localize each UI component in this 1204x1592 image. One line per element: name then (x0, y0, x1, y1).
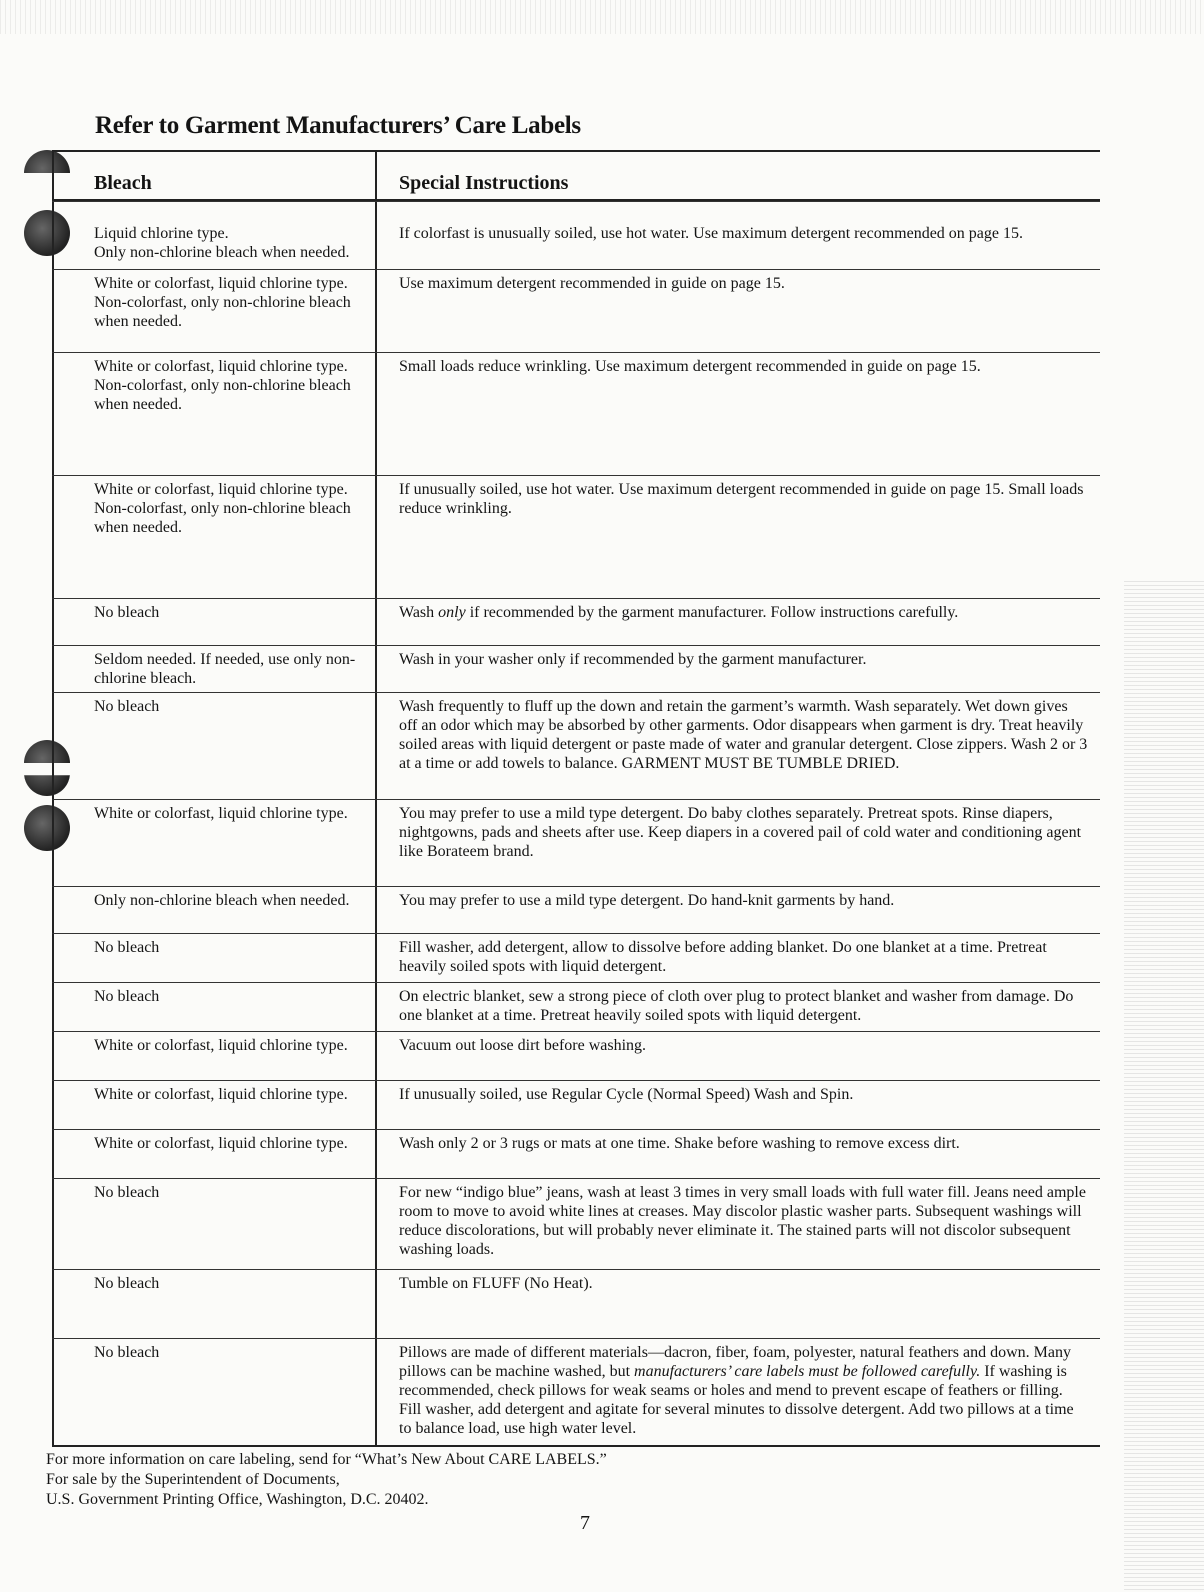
table-row (52, 1080, 1100, 1129)
table-header-row (52, 152, 1100, 201)
special-cell: You may prefer to use a mild type detergent. Do baby clothes separately. Pretreat spots. Rinse diapers, nightgowns, pads and sheets after use. Keep diapers in a covered pail of cold water and conditioning agent like Borateem brand. (399, 805, 1082, 860)
special-cell: For new “indigo blue” jeans, wash at least 3 times in very small loads with full water fill. Jeans need ample room to move to avoid white lines at creases. May discolor plastic washer parts. Subsequent washings will reduce discolorations, but will probably never eliminate it. The stained parts will not discolor subsequent washing loads. (399, 1184, 1086, 1258)
table-row (52, 269, 1100, 352)
special-cell: Fill washer, add detergent, allow to dissolve before adding blanket. Do one blanket at a time. Pretreat heavily soiled spots with liquid detergent. (399, 939, 1047, 975)
special-cell (377, 599, 1100, 645)
special-cell: Wash in your washer only if recommended by the garment manufacturer. (399, 651, 867, 668)
header-special-instructions: Special Instructions (399, 172, 569, 194)
bleach-cell: White or colorfast, liquid chlorine type. (52, 1032, 377, 1080)
bleach-cell: Liquid chlorine type. Only non-chlorine bleach when needed. (52, 202, 377, 269)
care-table (52, 150, 1100, 1447)
special-text: Pillows are made of different materials—dacron, fiber, foam, polyester, natural feathers and down. Many pillows can be machine washed, but (399, 1344, 1071, 1380)
bleach-cell: Seldom needed. If needed, use only non-chlorine bleach. (52, 646, 377, 692)
table-row (52, 1269, 1100, 1338)
footer-line: For sale by the Superintendent of Documents, (46, 1471, 340, 1488)
special-text: Wash (399, 604, 439, 621)
table-row (52, 692, 1100, 799)
table-row (52, 1338, 1100, 1445)
footer-line: U.S. Government Printing Office, Washington, D.C. 20402. (46, 1491, 429, 1508)
table-row (52, 201, 1100, 269)
special-cell: You may prefer to use a mild type detergent. Do hand-knit garments by hand. (399, 892, 895, 909)
table-row (52, 982, 1100, 1031)
header-bleach: Bleach (52, 152, 377, 199)
table-row (52, 645, 1100, 692)
bleach-cell: Only non-chlorine bleach when needed. (52, 887, 377, 933)
bleach-cell: White or colorfast, liquid chlorine type. (52, 800, 377, 886)
bleach-cell: No bleach (52, 693, 377, 799)
bleach-cell: No bleach (52, 1270, 377, 1338)
bleach-cell: No bleach (52, 599, 377, 645)
special-text: if recommended by the garment manufacturer. Follow instructions carefully. (465, 604, 959, 621)
special-cell: Small loads reduce wrinkling. Use maximum detergent recommended in guide on page 15. (399, 358, 981, 375)
bleach-cell: White or colorfast, liquid chlorine type. Non-colorfast, only non-chlorine bleach when needed. (52, 270, 377, 352)
special-cell (377, 1339, 1100, 1445)
table-row (52, 933, 1100, 982)
special-cell: Wash frequently to fluff up the down and retain the garment’s warmth. Wash separately. Wet down gives off an odor which may be absorbed by other garments. Odor disappears when garment is dry. Treat heavily soiled areas with liquid detergent or paste made of water and granular detergent. Close zippers. Wash 2 or 3 at a time or add towels to balance. GARMENT MUST BE TUMBLE DRIED. (399, 698, 1088, 772)
table-row (52, 1031, 1100, 1080)
footer-note (46, 1450, 607, 1510)
bleach-cell: White or colorfast, liquid chlorine type. (52, 1081, 377, 1129)
scan-noise-right (1124, 580, 1204, 1590)
special-cell: On electric blanket, sew a strong piece of cloth over plug to protect blanket and washer from damage. Do one blanket at a time. Pretreat heavily soiled spots with liquid detergent. (399, 988, 1074, 1024)
special-cell: If unusually soiled, use hot water. Use maximum detergent recommended in guide on page 15. Small loads reduce wrinkling. (399, 481, 1084, 517)
bleach-cell: No bleach (52, 1339, 377, 1445)
table-row (52, 475, 1100, 598)
table-row (52, 1178, 1100, 1269)
special-cell: Use maximum detergent recommended in guide on page 15. (399, 275, 785, 292)
special-text: If washing is recommended, check pillows for weak seams or holes and mend to prevent escape of feathers or filling. Fill washer, add detergent and agitate for several minutes to dissolve detergent. Add two pillows at a time to balance load, use high water level. (399, 1363, 1074, 1437)
special-cell: Wash only 2 or 3 rugs or mats at one time. Shake before washing to remove excess dirt. (399, 1135, 960, 1152)
special-cell: Tumble on FLUFF (No Heat). (399, 1275, 593, 1292)
special-cell: If colorfast is unusually soiled, use hot water. Use maximum detergent recommended on page 15. (399, 225, 1023, 242)
bleach-cell: White or colorfast, liquid chlorine type. Non-colorfast, only non-chlorine bleach when needed. (52, 476, 377, 598)
bleach-cell: No bleach (52, 1179, 377, 1269)
table-row (52, 598, 1100, 645)
table-row (52, 886, 1100, 933)
page-number: 7 (580, 1512, 590, 1534)
bleach-cell: No bleach (52, 934, 377, 982)
table-row (52, 1129, 1100, 1178)
special-cell: Vacuum out loose dirt before washing. (399, 1037, 647, 1054)
special-emphasis: manufacturers’ care labels must be followed carefully. (634, 1363, 981, 1380)
bleach-cell: White or colorfast, liquid chlorine type. (52, 1130, 377, 1178)
table-row (52, 799, 1100, 886)
table-row (52, 352, 1100, 475)
footer-line: For more information on care labeling, send for “What’s New About CARE LABELS.” (46, 1451, 607, 1468)
bleach-cell: White or colorfast, liquid chlorine type. Non-colorfast, only non-chlorine bleach when needed. (52, 353, 377, 475)
page-title: Refer to Garment Manufacturers’ Care Labels (95, 112, 581, 139)
special-emphasis: only (438, 604, 466, 621)
special-cell: If unusually soiled, use Regular Cycle (Normal Speed) Wash and Spin. (399, 1086, 854, 1103)
bleach-cell: No bleach (52, 983, 377, 1031)
scan-noise-top (0, 0, 1204, 34)
